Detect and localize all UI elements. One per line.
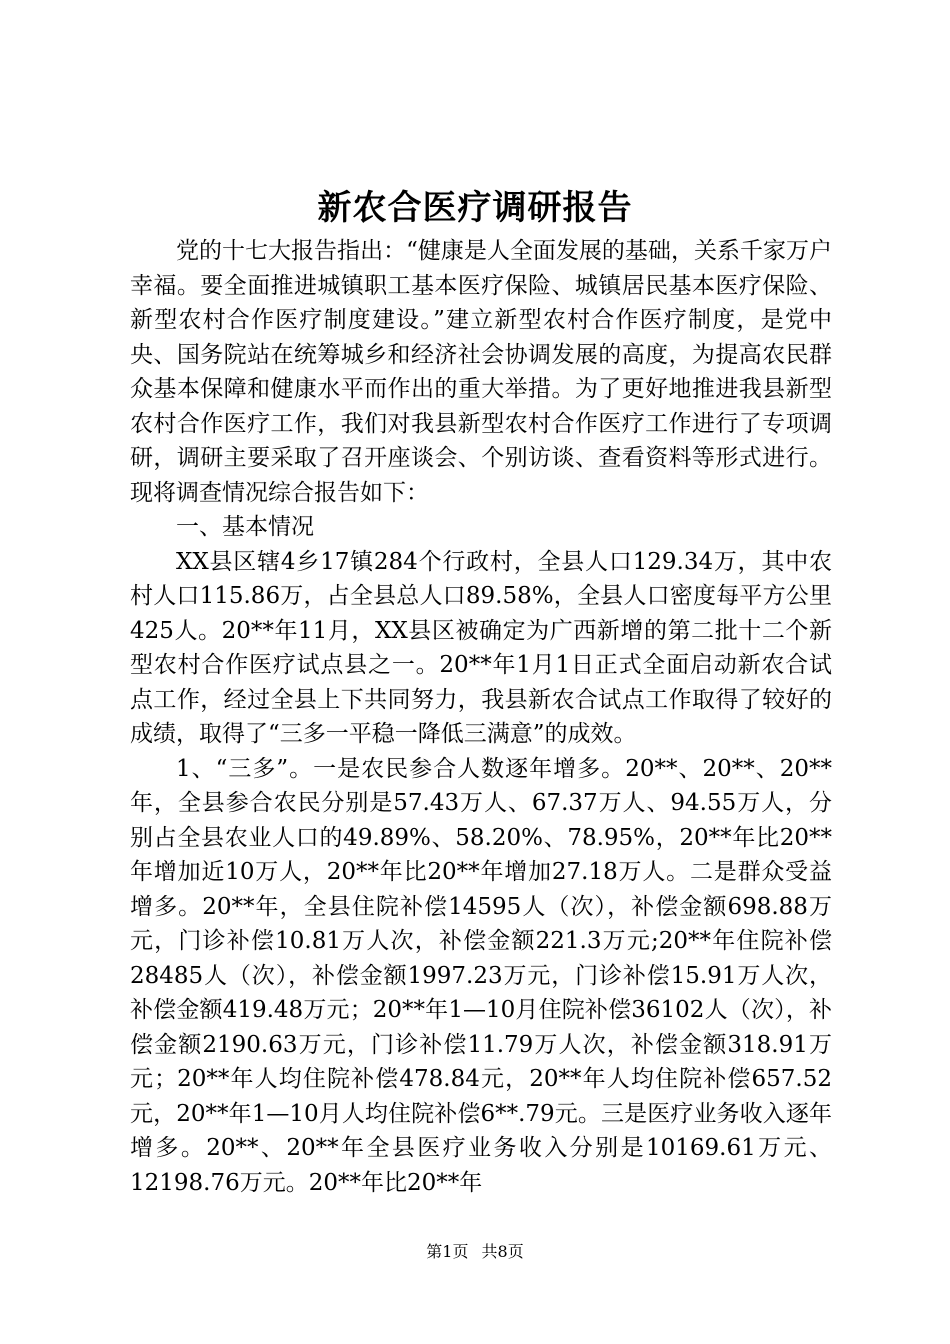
basic-situation-paragraph: XX县区辖4乡17镇284个行政村，全县人口129.34万，其中农村人口115.86万，占全县总人口89.58%，全县人口密度每平方公里425人。20**年11月，XX县区被确定为广西新增的第二批十二个新型农村合作医疗试点县之一。20**年1月1日正式全面启动新农合试点工作，经过全县上下共同努力，我县新农合试点工作取得了较好的成绩，取得了“三多一平稳一降低三满意”的成效。 — [130, 548, 832, 747]
section-heading-basic-situation: 一、基本情况 — [176, 514, 314, 540]
page-total: 共8页 — [481, 1242, 524, 1261]
page-number: 第1页 — [426, 1242, 469, 1261]
three-more-paragraph: 1、“三多”。一是农民参合人数逐年增多。20**、20**、20**年，全县参合农民分别是57.43万人、67.37万人、94.55万人，分别占全县农业人口的49.89%、58.20%、78.95%，20**年比20**年增加近10万人，20**年比20**年增加27.18万人。二是群众受益增多。20**年，全县住院补偿14595人（次），补偿金额698.88万元，门诊补偿10.81万人次，补偿金额221.3万元;20**年住院补偿28485人（次），补偿金额1997.23万元，门诊补偿15.91万人次，补偿金额419.48万元；20**年1—10月住院补偿36102人（次），补偿金额2190.63万元，门诊补偿11.79万人次，补偿金额318.91万元；20**年人均住院补偿478.84元，20**年人均住院补偿657.52元，20**年1—10月人均住院补偿6**.79元。三是医疗业务收入逐年增多。20**、20**年全县医疗业务收入分别是10169.61万元、12198.76万元。20**年比20**年 — [130, 755, 832, 1196]
document-body — [130, 234, 832, 1200]
page-footer — [0, 1240, 950, 1264]
intro-paragraph: 党的十七大报告指出：“健康是人全面发展的基础，关系千家万户幸福。要全面推进城镇职工基本医疗保险、城镇居民基本医疗保险、新型农村合作医疗制度建设。”建立新型农村合作医疗制度，是党中央、国务院站在统筹城乡和经济社会协调发展的高度，为提高农民群众基本保障和健康水平而作出的重大举措。为了更好地推进我县新型农村合作医疗工作，我们对我县新型农村合作医疗工作进行了专项调研，调研主要采取了召开座谈会、个别访谈、查看资料等形式进行。现将调查情况综合报告如下： — [130, 238, 832, 506]
document-title: 新农合医疗调研报告 — [317, 188, 633, 228]
